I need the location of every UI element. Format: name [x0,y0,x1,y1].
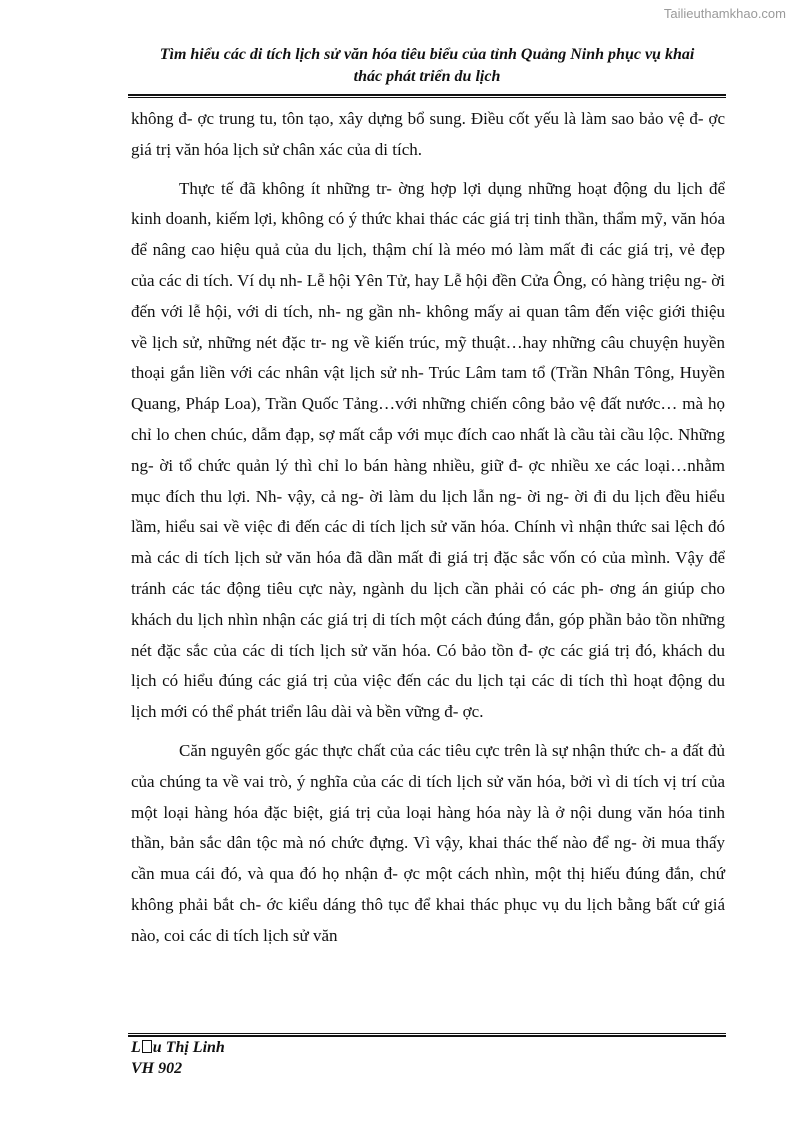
footer-rule-thin [128,1033,726,1034]
missing-glyph-box [142,1040,152,1053]
author-class: VH 902 [131,1060,183,1077]
running-header [128,44,726,88]
header-rule-thin [128,97,726,98]
paragraph-2: Thực tế đã không ít những tr- ờng hợp lợi dụng những hoạt động du lịch để kinh doanh, kiếm lợi, không có ý thức khai thác các giá trị tinh thần, thẩm mỹ, văn hóa để nâng cao hiệu quả của du lịch, thậm chí là méo mó làm mất đi các giá trị, vẻ đẹp của các di tích. Ví dụ nh- Lễ hội Yên Tử, hay Lễ hội đền Cửa Ông, có hàng triệu ng- ời đến với lễ hội, với di tích, nh- ng gần nh- không mấy ai quan tâm đến việc giới thiệu về lịch sử, những nét đặc tr- ng về kiến trúc, mỹ thuật…hay những câu chuyện huyền thoại gắn liền với các nhân vật lịch sử nh- Trúc Lâm tam tổ (Trần Nhân Tông, Huyền Quang, Pháp Loa), Trần Quốc Tảng…với những chiến công bảo vệ đất nước… mà họ chỉ lo chen chúc, dẫm đạp, sợ mất cắp với mục đích cao nhất là cầu tài cầu lộc. Những ng- ời tổ chức quản lý thì chỉ lo bán hàng nhiều, giữ đ- ợc nhiều xe các loại…nhằm mục đích thu lợi. Nh- vậy, cả ng- ời làm du lịch lẫn ng- ời ng- ời đi du lịch đều hiểu lầm, hiểu sai về việc đi đến các di tích lịch sử văn hóa. Chính vì nhận thức sai lệch đó mà các di tích lịch sử văn hóa đã dần mất đi giá trị đặc sắc vốn có của mình. Vậy để tránh các tác động tiêu cực này, ngành du lịch cần phải có các ph- ơng án giúp cho khách du lịch nhìn nhận các giá trị di tích một cách đúng đắn, góp phần bảo tồn những nét đặc sắc của các di tích lịch sử văn hóa. Có bảo tồn đ- ợc các giá trị đó, khách du lịch có hiểu đúng các giá trị của việc đến các du lịch tại các di tích thì hoạt động du lịch mới có thể phát triển lâu dài và bền vững đ- ợc. [131,178,725,722]
header-rule [128,94,726,96]
page-body [131,104,725,960]
paragraph-1: không đ- ợc trung tu, tôn tạo, xây dựng bổ sung. Điều cốt yếu là làm sao bảo vệ đ- ợc giá trị văn hóa lịch sử chân xác của di tích. [131,109,725,159]
header-line-2: thác phát triển du lịch [353,68,501,85]
paragraph-3: Căn nguyên gốc gác thực chất của các tiêu cực trên là sự nhận thức ch- a đất đủ của chúng ta về vai trò, ý nghĩa của các di tích lịch sử văn hóa, bởi vì di tích vị trí của một loại hàng hóa đặc biệt, giá trị của loại hàng hóa này là ở nội dung văn hóa tinh thần, bản sắc dân tộc mà nó chức đựng. Vì vậy, khai thác thế nào để ng- ời mua thấy cần mua cái đó, và qua đó họ nhận đ- ợc một cách nhìn, một thị hiếu đúng đắn, chứ không phải bắt ch- ớc kiểu dáng thô tục để khai thác phục vụ du lịch bằng bất cứ giá nào, coi các di tích lịch sử văn [131,740,725,945]
header-line-1: Tìm hiểu các di tích lịch sử văn hóa tiêu biểu của tỉnh Quảng Ninh phục vụ khai [159,46,695,63]
footer [131,1037,225,1079]
author-name: L u Thị Linh [131,1039,225,1056]
watermark: Tailieuthamkhao.com [663,6,786,21]
